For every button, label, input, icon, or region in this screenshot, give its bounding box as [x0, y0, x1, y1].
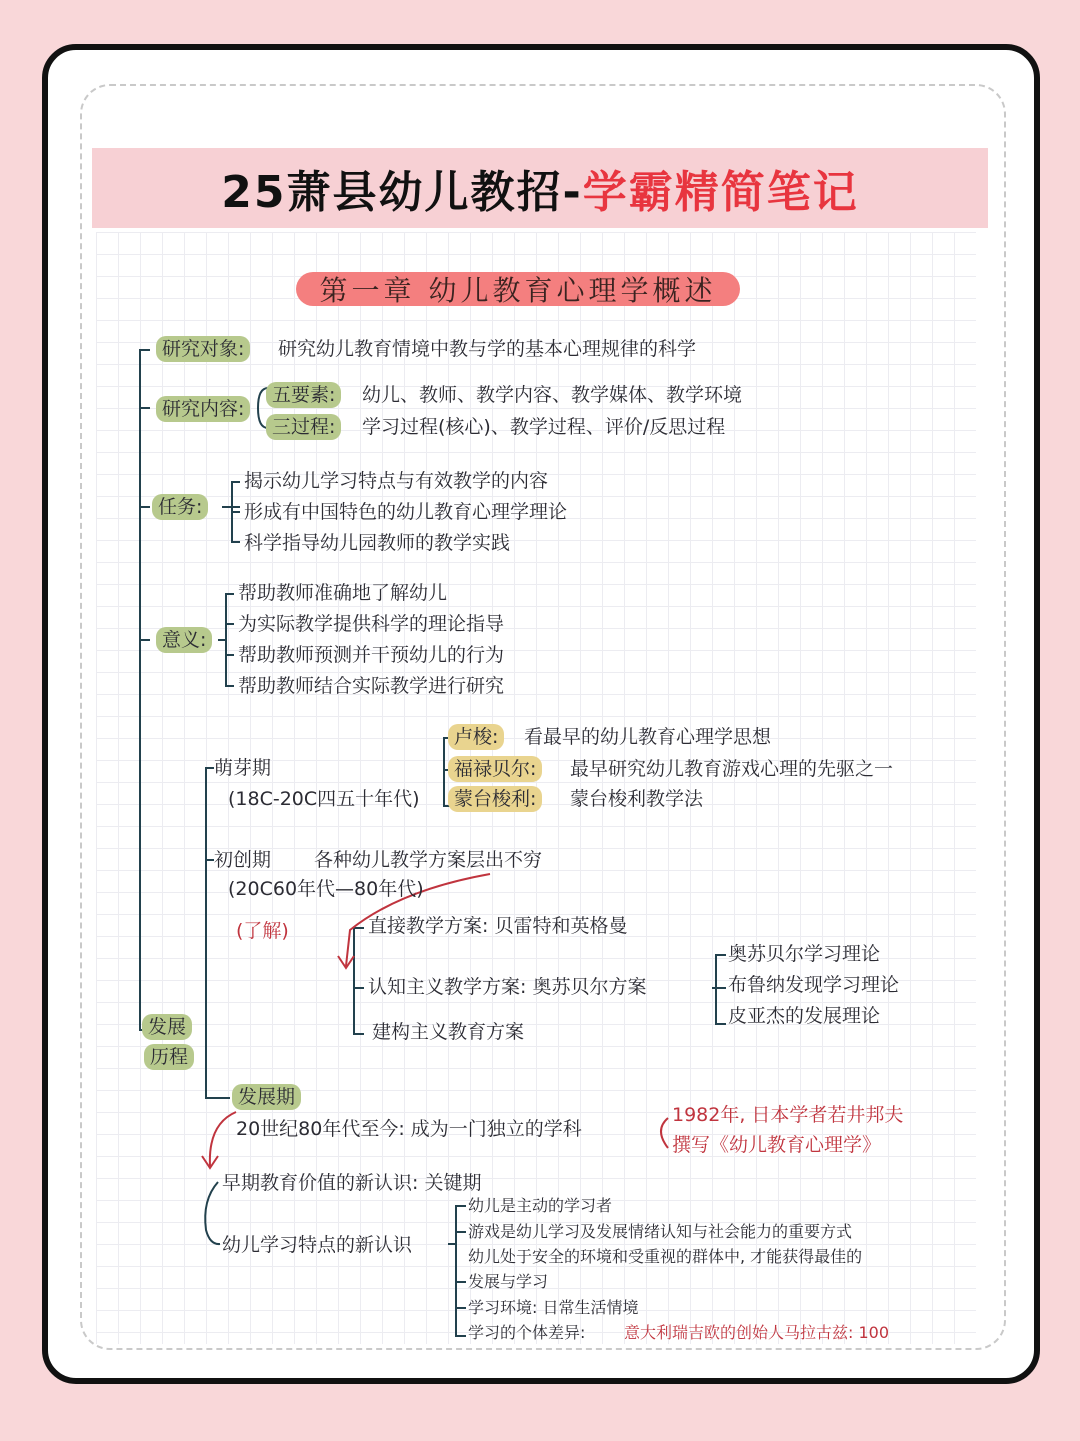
- develop-text: 20世纪80年代至今: 成为一门独立的学科: [236, 1118, 582, 1140]
- initial-note: (了解): [236, 920, 289, 942]
- person-name: 蒙台梭利:: [448, 790, 542, 809]
- theory-item: 布鲁纳发现学习理论: [728, 974, 900, 996]
- person-name: 福禄贝尔:: [448, 760, 542, 779]
- individual-diff-red: 意大利瑞吉欧的创始人马拉古兹: 100: [624, 1323, 890, 1342]
- title-part1: 25萧县幼儿教招-: [221, 167, 583, 218]
- feature-item: 幼儿是主动的学习者: [468, 1196, 613, 1215]
- early-value: 早期教育价值的新认识: 关键期: [222, 1172, 482, 1194]
- person-text: 最早研究幼儿教育游戏心理的先驱之一: [570, 758, 894, 780]
- research-object-label: 研究对象:: [156, 340, 250, 359]
- three-process-text: 学习过程(核心)、教学过程、评价/反思过程: [362, 416, 726, 438]
- theory-item: 奥苏贝尔学习理论: [728, 943, 881, 965]
- meaning-item: 为实际教学提供科学的理论指导: [238, 613, 505, 635]
- tasks-label: 任务:: [152, 498, 208, 517]
- initial-period: (20C60年代—80年代): [228, 878, 424, 900]
- feature-item: 发展与学习: [468, 1272, 549, 1291]
- plan-item: 认知主义教学方案: 奥苏贝尔方案: [368, 976, 647, 998]
- history-label-2: 历程: [144, 1048, 194, 1067]
- research-content-label: 研究内容:: [156, 400, 250, 419]
- feature-item: 游戏是幼儿学习及发展情绪认知与社会能力的重要方式: [468, 1222, 853, 1241]
- individual-diff-label: 学习的个体差异:: [468, 1323, 586, 1342]
- theory-item: 皮亚杰的发展理论: [728, 1005, 881, 1027]
- three-process-label: 三过程:: [266, 418, 341, 437]
- feature-item: 幼儿处于安全的环境和受重视的群体中, 才能获得最佳的: [468, 1247, 863, 1266]
- plan-item: 建构主义教育方案: [372, 1021, 525, 1043]
- develop-red-1: 1982年, 日本学者若井邦夫: [672, 1104, 904, 1126]
- initial-label: 初创期: [214, 849, 272, 871]
- feature-item: 学习环境: 日常生活情境: [468, 1298, 639, 1317]
- plan-item: 直接教学方案: 贝雷特和英格曼: [368, 915, 628, 937]
- person-name: 卢梭:: [448, 728, 504, 747]
- features-label: 幼儿学习特点的新认识: [222, 1234, 413, 1256]
- meaning-label: 意义:: [156, 631, 212, 650]
- sprout-label: 萌芽期: [214, 757, 272, 779]
- initial-text: 各种幼儿教学方案层出不穷: [314, 849, 543, 871]
- history-label-1: 发展: [142, 1018, 192, 1037]
- meaning-item: 帮助教师准确地了解幼儿: [238, 582, 448, 604]
- develop-red-2: 撰写《幼儿教育心理学》: [672, 1134, 882, 1156]
- sprout-period: (18C-20C四五十年代): [228, 788, 420, 810]
- person-text: 蒙台梭利教学法: [570, 788, 704, 810]
- title-part2: 学霸精简笔记: [582, 167, 859, 218]
- meaning-item: 帮助教师预测并干预幼儿的行为: [238, 644, 505, 666]
- task-item: 揭示幼儿学习特点与有效教学的内容: [244, 470, 549, 492]
- five-elements-text: 幼儿、教师、教学内容、教学媒体、教学环境: [362, 384, 743, 406]
- chapter-title: 第一章 幼儿教育心理学概述: [296, 272, 740, 306]
- research-object-text: 研究幼儿教育情境中教与学的基本心理规律的科学: [278, 338, 697, 360]
- develop-label: 发展期: [232, 1088, 301, 1107]
- five-elements-label: 五要素:: [266, 386, 341, 405]
- task-item: 科学指导幼儿园教师的教学实践: [244, 532, 511, 554]
- person-text: 看最早的幼儿教育心理学思想: [524, 726, 772, 748]
- meaning-item: 帮助教师结合实际教学进行研究: [238, 675, 505, 697]
- task-item: 形成有中国特色的幼儿教育心理学理论: [244, 501, 568, 523]
